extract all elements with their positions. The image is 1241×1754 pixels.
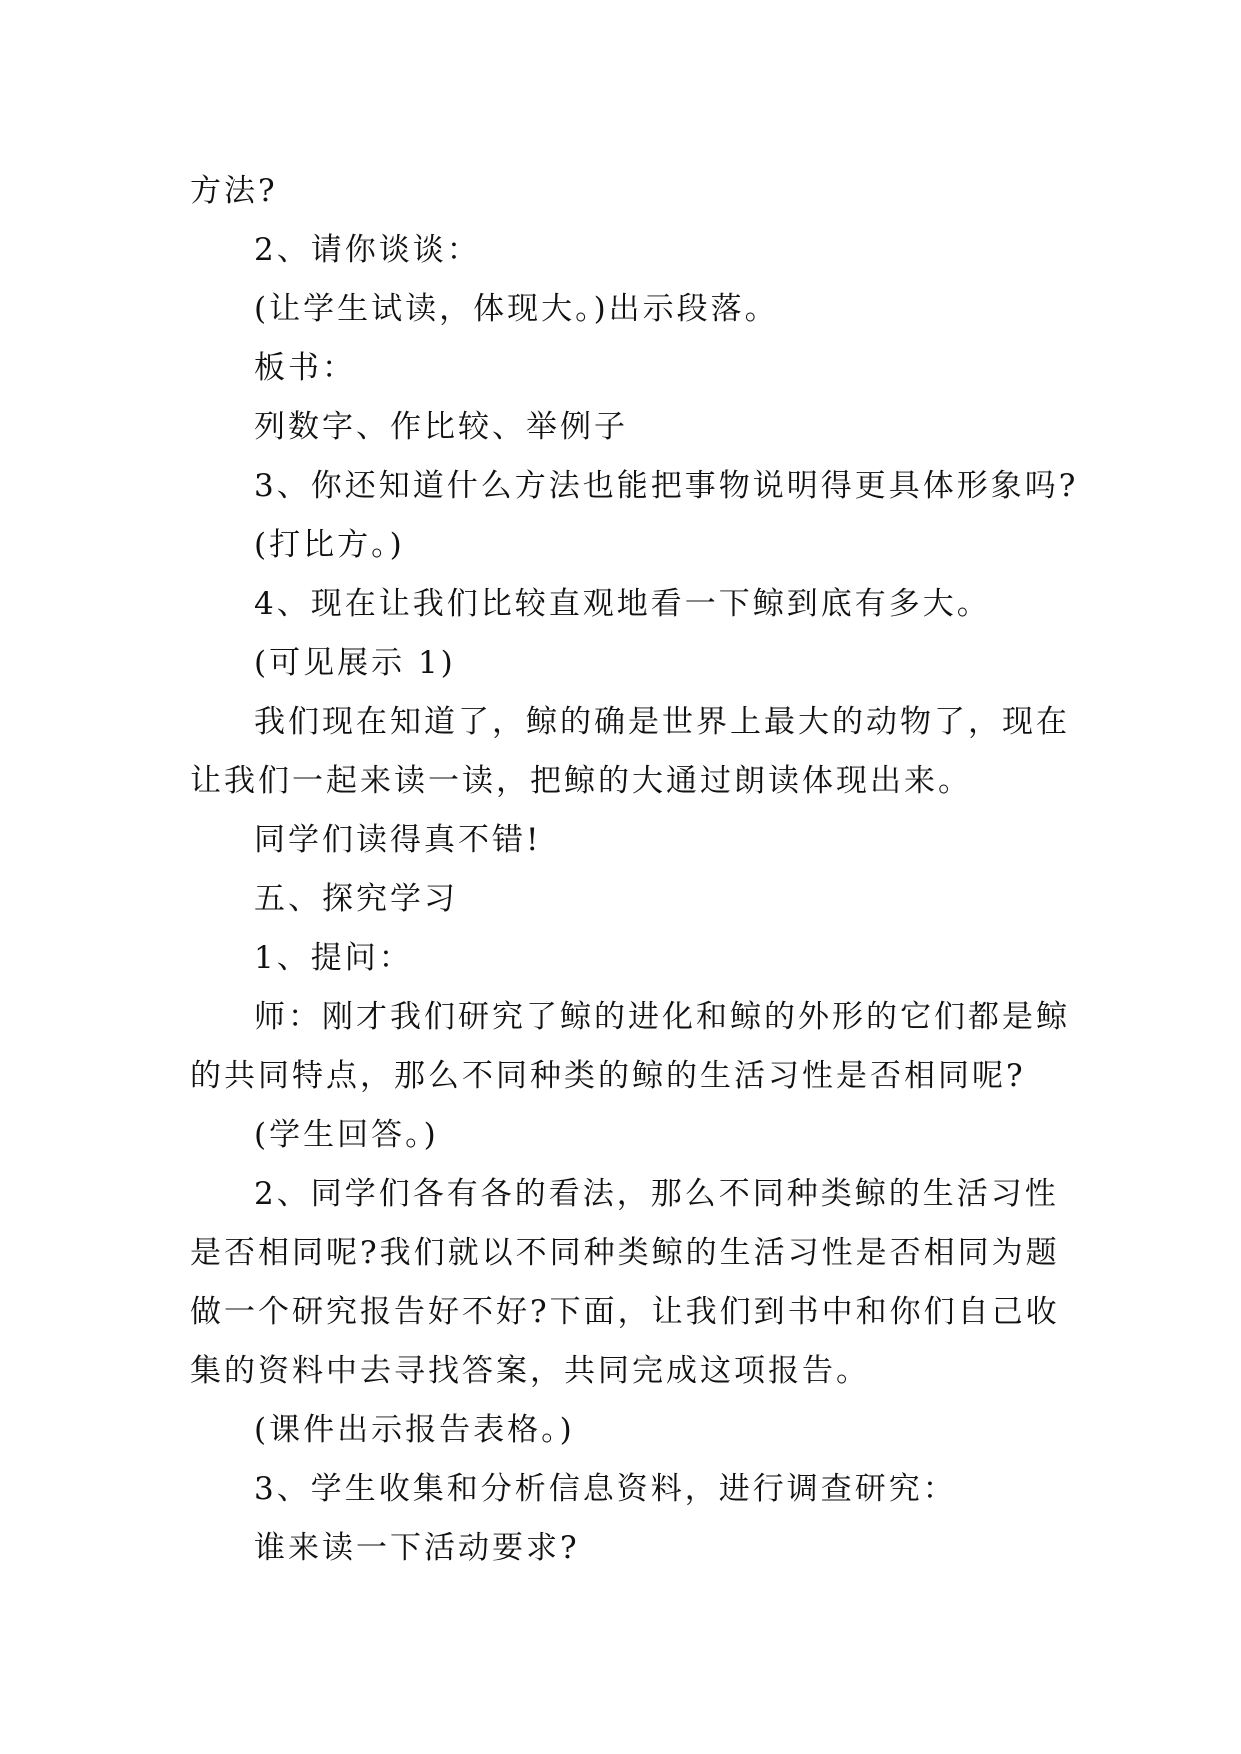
text-line: 3、学生收集和分析信息资料，进行调查研究： <box>254 1471 957 1507</box>
text-line: 让我们一起来读一读，把鲸的大通过朗读体现出来。 <box>190 763 972 799</box>
text-line: 谁来读一下活动要求? <box>254 1530 580 1566</box>
document-body <box>190 162 1079 1578</box>
text-line: 1、提问： <box>254 940 413 976</box>
text-line: 4、现在让我们比较直观地看一下鲸到底有多大。 <box>254 586 991 622</box>
text-line: 2、同学们各有各的看法，那么不同种类鲸的生活习性 <box>254 1176 1059 1212</box>
text-line: (打比方。) <box>254 527 405 563</box>
text-line: (可见展示 1) <box>254 645 456 681</box>
text-line: (课件出示报告表格。) <box>254 1412 575 1448</box>
text-line: (学生回答。) <box>254 1117 439 1153</box>
text-line: 师：刚才我们研究了鲸的进化和鲸的外形的它们都是鲸 <box>254 999 1070 1035</box>
text-line: 是否相同呢?我们就以不同种类鲸的生活习性是否相同为题 <box>190 1235 1060 1271</box>
text-line: 集的资料中去寻找答案，共同完成这项报告。 <box>190 1353 870 1389</box>
text-line: 3、你还知道什么方法也能把事物说明得更具体形象吗? <box>254 468 1079 504</box>
text-line: (让学生试读，体现大。)出示段落。 <box>254 291 779 327</box>
text-line: 板书： <box>254 350 356 386</box>
text-line: 方法? <box>190 173 278 209</box>
text-line: 的共同特点，那么不同种类的鲸的生活习性是否相同呢? <box>190 1058 1026 1094</box>
text-line: 我们现在知道了，鲸的确是世界上最大的动物了，现在 <box>254 704 1070 740</box>
section-heading: 五、探究学习 <box>254 881 458 917</box>
text-line: 列数字、作比较、举例子 <box>254 409 628 445</box>
text-line: 做一个研究报告好不好?下面，让我们到书中和你们自己收 <box>190 1294 1060 1330</box>
text-line: 同学们读得真不错! <box>254 822 542 858</box>
text-line: 2、请你谈谈： <box>254 232 481 268</box>
